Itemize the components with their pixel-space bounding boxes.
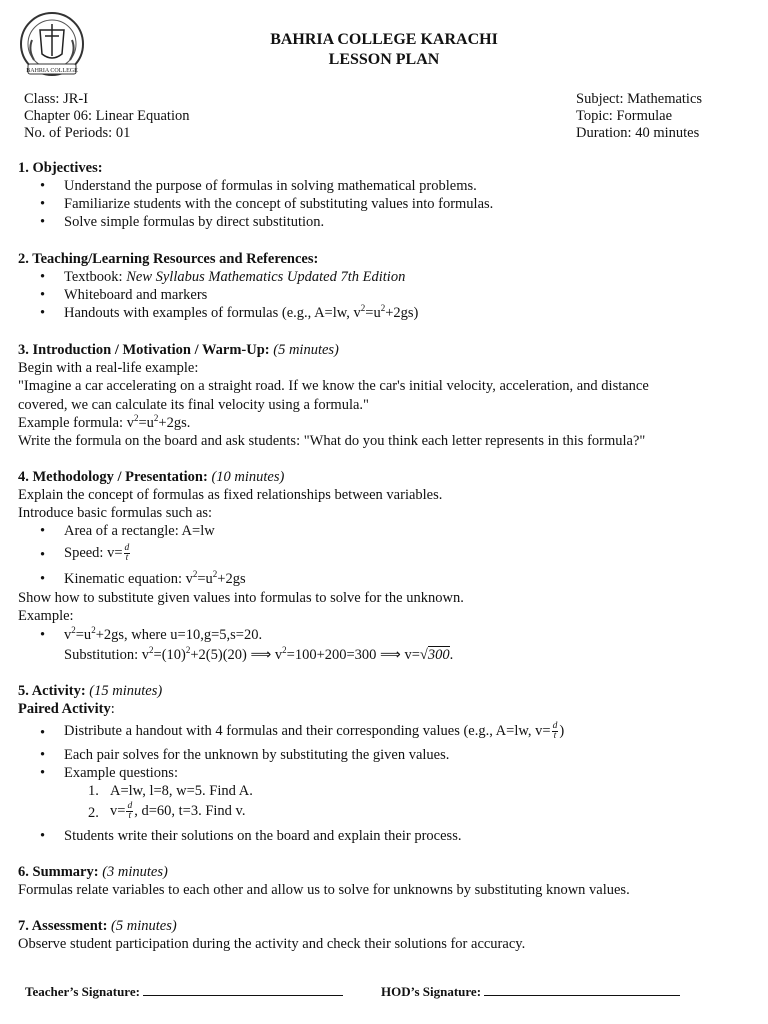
summary-heading-text: 6. Summary: [18,864,103,880]
teacher-signature-label: Teacher’s Signature: [25,984,140,999]
sqrt-icon: √ [419,647,428,663]
method-line: Introduce basic formulas such as: [18,505,213,521]
method-heading-text: 4. Methodology / Presentation: [18,469,212,485]
objective-item: Understand the purpose of formulas in solving mathematical problems. [64,178,477,194]
numerator: d [552,721,558,732]
bullet-icon: • [40,765,46,781]
objective-item: Familiarize students with the concept of substituting values into formulas. [64,196,494,212]
svg-text:BAHRIA COLLEGE: BAHRIA COLLEGE [26,68,78,74]
superscript: 2 [133,413,139,423]
assessment-text: Observe student participation during the activity and check their solutions for accuracy. [18,936,526,952]
resource-handouts [64,304,418,322]
objective-item: Solve simple formulas by direct substitution. [64,214,325,230]
paired-label: Paired Activity [18,701,111,717]
superscript: 2 [71,625,76,635]
textbook-title: New Syllabus Mathematics Updated 7th Edition [126,269,406,285]
hod-signature-line[interactable] [484,983,680,996]
superscript: 2 [91,625,96,635]
activity-item: Each pair solves for the unknown by substituting the given values. [64,747,450,763]
bullet-icon: • [40,305,46,321]
intro-quote: covered, we can calculate its final velocity using a formula." [18,397,369,413]
speed-text: Speed: v= [64,545,123,561]
denominator: t [128,811,132,822]
summary-heading [18,863,168,881]
paired-colon: : [110,701,115,717]
bullet-icon: • [40,627,46,643]
superscript: 2 [149,645,154,655]
superscript: 2 [185,645,191,655]
bullet-icon: • [40,747,46,763]
formula-speed [64,538,131,568]
question-number: 1. [88,783,99,799]
method-heading [18,468,284,486]
intro-heading [18,341,339,359]
method-line: Show how to substitute given values into formulas to solve for the unknown. [18,590,464,606]
bullet-icon: • [40,547,46,563]
intro-line: Begin with a real-life example: [18,360,199,376]
question-number: 2. [88,805,99,821]
sub-text: Substitution: v [64,647,150,663]
resource-textbook [64,268,405,286]
intro-example-text: Example formula: v [18,415,134,431]
denominator: t [553,731,557,742]
doc-title: LESSON PLAN [328,51,440,68]
activity-item: Students write their solutions on the board and explain their process. [64,828,462,844]
topic-info: Topic: Formulae [576,108,673,124]
example-text: =u [75,627,92,643]
activity-text: Distribute a handout with 4 formulas and their corresponding values (e.g., A=lw, v= [64,723,551,739]
superscript: 2 [380,303,386,313]
bullet-icon: • [40,571,46,587]
sub-text: =100+200=300 ⟹ v= [286,647,420,663]
objectives-heading: 1. Objectives: [18,160,103,176]
superscript: 2 [212,569,218,579]
hod-signature-label: HOD’s Signature: [381,984,482,999]
question-text: , d=60, t=3. Find v. [134,803,246,819]
subject-info: Subject: Mathematics [576,91,703,107]
superscript: 2 [360,303,366,313]
assessment-time: (5 minutes) [111,918,177,934]
activity-time: (15 minutes) [89,683,163,699]
intro-heading-text: 3. Introduction / Motivation / Warm-Up: [18,342,274,358]
fraction [124,544,131,563]
question-item [110,796,245,826]
intro-time: (5 minutes) [273,342,339,358]
superscript: 2 [192,569,198,579]
example-text: +2gs, where u=10,g=5,s=20. [95,627,263,643]
intro-line: Write the formula on the board and ask students: "What do you think each letter represents in this formula?" [18,433,646,449]
bullet-icon: • [40,287,46,303]
method-line: Example: [18,608,74,624]
activity-heading-text: 5. Activity: [18,683,90,699]
superscript: 2 [153,413,159,423]
sub-text: =(10) [153,647,186,663]
bullet-icon: • [40,214,46,230]
numerator: d [127,801,133,812]
kinematic-text: +2gs [217,571,246,587]
activity-item [64,716,564,746]
assessment-heading [18,917,177,935]
intro-quote: "Imagine a car accelerating on a straight road. If we know the car's initial velocity, acceleration, and distance [18,378,649,394]
teacher-signature-line[interactable] [143,983,343,996]
fraction [126,802,133,821]
teacher-signature [25,983,343,1001]
summary-time: (3 minutes) [102,864,168,880]
class-info: Class: JR-I [24,91,89,107]
denominator: t [125,553,129,564]
activity-heading [18,682,162,700]
kinematic-text: =u [197,571,213,587]
bullet-icon: • [40,725,46,741]
example-formula [64,626,262,644]
question-item: A=lw, l=8, w=5. Find A. [110,783,253,799]
summary-text: Formulas relate variables to each other and allow us to solve for unknowns by substituting known values. [18,882,630,898]
handouts-text: =u [365,305,381,321]
question-text: v= [110,803,126,819]
fraction [552,722,559,741]
example-text: v [64,627,72,643]
intro-example [18,414,190,432]
college-name: BAHRIA COLLEGE KARACHI [270,31,498,48]
intro-example-text: +2gs. [158,415,191,431]
handouts-text: +2gs) [385,305,419,321]
bullet-icon: • [40,828,46,844]
bullet-icon: • [40,269,46,285]
formula-kinematic [64,570,246,588]
intro-example-text: =u [138,415,154,431]
periods-info: No. of Periods: 01 [24,125,131,141]
bullet-icon: • [40,523,46,539]
bullet-icon: • [40,196,46,212]
resources-heading: 2. Teaching/Learning Resources and References: [18,251,319,267]
formula-area: Area of a rectangle: A=lw [64,523,215,539]
assessment-heading-text: 7. Assessment: [18,918,112,934]
sub-text: . [449,647,454,663]
chapter-info: Chapter 06: Linear Equation [24,108,190,124]
numerator: d [124,543,130,554]
textbook-label: Textbook: [64,269,127,285]
duration-info: Duration: 40 minutes [576,125,700,141]
superscript: 2 [282,645,287,655]
sqrt-value: 300 [427,647,450,663]
substitution-line [64,646,453,664]
sub-text: +2(5)(20) ⟹ v [190,647,283,663]
resource-whiteboard: Whiteboard and markers [64,287,208,303]
activity-item: Example questions: [64,765,178,781]
kinematic-text: Kinematic equation: v [64,571,193,587]
handouts-text: Handouts with examples of formulas (e.g., A=lw, v [64,305,361,321]
method-line: Explain the concept of formulas as fixed relationships between variables. [18,487,443,503]
activity-text: ) [559,723,565,739]
method-time: (10 minutes) [211,469,285,485]
bullet-icon: • [40,178,46,194]
hod-signature [381,983,680,1001]
